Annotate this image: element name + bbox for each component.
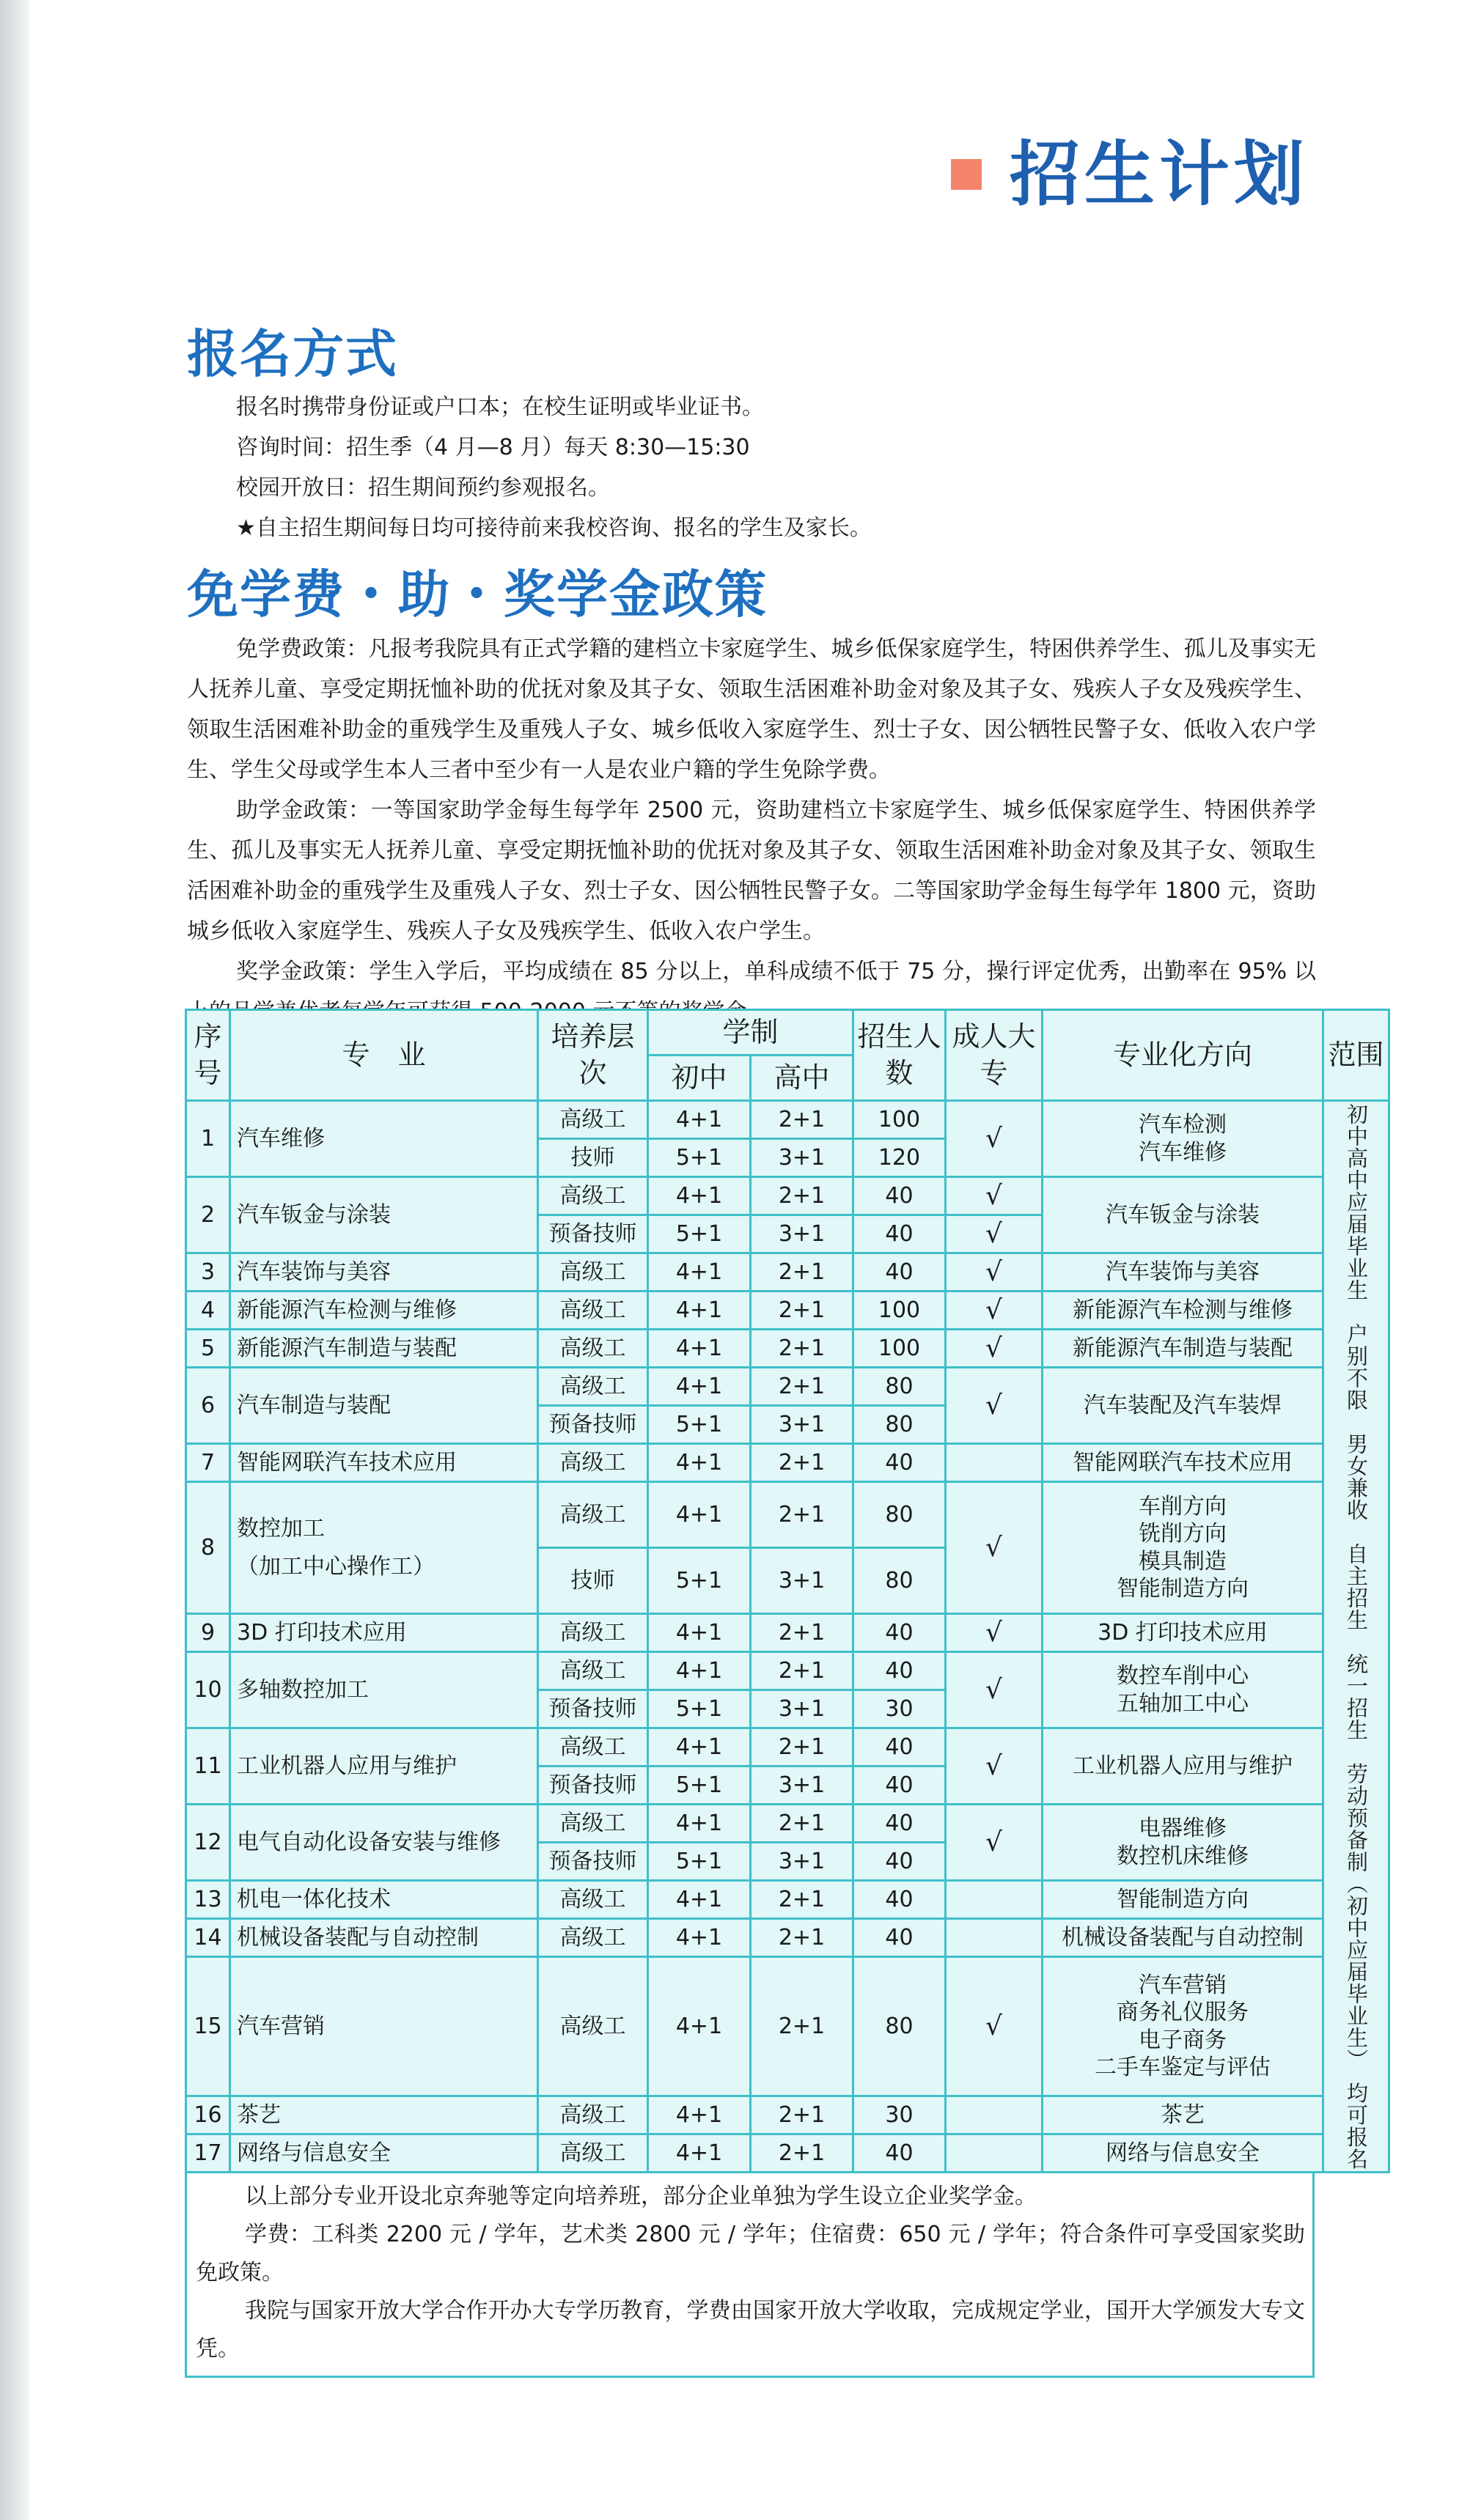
table-notes <box>185 2173 1315 2378</box>
row-major <box>230 1292 538 1330</box>
row-major <box>230 1614 538 1652</box>
table-row <box>186 1292 1389 1330</box>
enrollment-table-wrap <box>185 1009 1384 2378</box>
row-quota: 40 <box>853 1843 946 1881</box>
row-adult-check: √ <box>946 1330 1043 1368</box>
row-level: 高级工 <box>538 1444 648 1482</box>
row-quota: 100 <box>853 1101 946 1139</box>
row-level: 预备技师 <box>538 1406 648 1444</box>
row-seq: 1 <box>186 1101 230 1177</box>
row-direction <box>1043 1177 1323 1253</box>
row-direction <box>1043 1368 1323 1444</box>
row-senior: 2+1 <box>751 1805 853 1843</box>
row-senior: 3+1 <box>751 1139 853 1177</box>
registration-line: 校园开放日：招生期间预约参观报名。 <box>236 475 610 501</box>
direction-item: 汽车营销 <box>1139 1972 1227 1998</box>
row-seq: 6 <box>186 1368 230 1444</box>
row-direction <box>1043 1253 1323 1292</box>
major-name: 汽车维修 <box>237 1125 325 1152</box>
registration-title: 报名方式 <box>187 324 398 384</box>
row-seq: 2 <box>186 1177 230 1253</box>
major-name: 机电一体化技术 <box>237 1886 391 1912</box>
direction-item: 茶艺 <box>1161 2101 1205 2128</box>
header-adult: 成人大专 <box>946 1010 1043 1101</box>
row-junior: 4+1 <box>648 1881 751 1919</box>
row-seq: 11 <box>186 1728 230 1805</box>
row-adult-check: √ <box>946 1957 1043 2096</box>
row-seq: 5 <box>186 1330 230 1368</box>
row-direction <box>1043 1101 1323 1177</box>
row-level: 高级工 <box>538 1292 648 1330</box>
row-quota: 40 <box>853 1253 946 1292</box>
page-title: 招生计划 <box>1010 133 1309 215</box>
row-senior: 2+1 <box>751 1881 853 1919</box>
row-quota: 40 <box>853 1652 946 1690</box>
row-junior: 5+1 <box>648 1843 751 1881</box>
row-adult-check <box>946 1444 1043 1482</box>
row-major <box>230 1330 538 1368</box>
row-junior: 4+1 <box>648 1368 751 1406</box>
major-name: 汽车钣金与涂装 <box>237 1201 391 1228</box>
major-name: 汽车制造与装配 <box>237 1392 391 1418</box>
row-seq: 8 <box>186 1482 230 1614</box>
direction-item: 3D 打印技术应用 <box>1098 1619 1268 1646</box>
row-senior: 2+1 <box>751 1919 853 1957</box>
row-quota: 100 <box>853 1330 946 1368</box>
major-name: 3D 打印技术应用 <box>237 1619 407 1646</box>
row-junior: 4+1 <box>648 2096 751 2134</box>
direction-item: 五轴加工中心 <box>1117 1690 1249 1717</box>
row-adult-check <box>946 2096 1043 2134</box>
row-junior: 5+1 <box>648 1690 751 1728</box>
row-quota: 120 <box>853 1139 946 1177</box>
row-senior: 2+1 <box>751 1330 853 1368</box>
row-direction <box>1043 1292 1323 1330</box>
direction-item: 商务礼仪服务 <box>1117 2000 1249 2025</box>
row-quota: 30 <box>853 1690 946 1728</box>
row-major <box>230 1728 538 1805</box>
row-quota: 40 <box>853 1614 946 1652</box>
table-row <box>186 1253 1389 1292</box>
direction-item: 汽车维修 <box>1139 1139 1227 1165</box>
header-duration: 学制 <box>648 1010 853 1055</box>
major-name: 汽车营销 <box>237 2013 325 2039</box>
note-line: 学费：工科类 2200 元 / 学年，艺术类 2800 元 / 学年；住宿费：650 元 / 学年；符合条件可享受国家奖助免政策。 <box>196 2222 1305 2285</box>
direction-item: 模具制造 <box>1139 1548 1227 1574</box>
row-senior: 2+1 <box>751 1444 853 1482</box>
table-row <box>186 1881 1389 1919</box>
major-name: 机械设备装配与自动控制 <box>237 1924 479 1950</box>
row-senior: 3+1 <box>751 1215 853 1253</box>
row-senior: 3+1 <box>751 1406 853 1444</box>
row-junior: 4+1 <box>648 1728 751 1766</box>
row-direction <box>1043 1957 1323 2096</box>
major-name: 工业机器人应用与维护 <box>237 1753 457 1779</box>
row-direction <box>1043 1919 1323 1957</box>
policy-paragraph: 奖学金政策：学生入学后，平均成绩在 85 分以上，单科成绩不低于 75 分，操行评定优秀，出勤率在 95% 以 <box>236 959 1316 984</box>
direction-item: 新能源汽车检测与维修 <box>1073 1297 1293 1323</box>
major-name: 新能源汽车检测与维修 <box>237 1297 457 1323</box>
row-major <box>230 1919 538 1957</box>
row-level: 预备技师 <box>538 1690 648 1728</box>
row-adult-check: √ <box>946 1614 1043 1652</box>
row-level: 高级工 <box>538 2134 648 2173</box>
table-header-row <box>186 1010 1389 1055</box>
table-row <box>186 1805 1389 1843</box>
row-seq: 14 <box>186 1919 230 1957</box>
row-senior: 2+1 <box>751 1614 853 1652</box>
row-level: 高级工 <box>538 1101 648 1139</box>
row-adult-check: √ <box>946 1728 1043 1805</box>
row-adult-check: √ <box>946 1292 1043 1330</box>
row-direction <box>1043 2096 1323 2134</box>
row-level: 高级工 <box>538 1368 648 1406</box>
row-seq: 9 <box>186 1614 230 1652</box>
row-adult-check <box>946 1881 1043 1919</box>
row-quota: 100 <box>853 1292 946 1330</box>
row-major <box>230 1101 538 1177</box>
header-direction: 专业化方向 <box>1043 1010 1323 1101</box>
row-quota: 40 <box>853 1215 946 1253</box>
note-line: 以上部分专业开设北京奔驰等定向培养班，部分企业单独为学生设立企业奖学金。 <box>245 2184 1037 2209</box>
row-senior: 2+1 <box>751 1957 853 2096</box>
major-name: 多轴数控加工 <box>237 1676 369 1703</box>
table-row <box>186 2134 1389 2173</box>
row-adult-check <box>946 1919 1043 1957</box>
direction-item: 汽车检测 <box>1139 1112 1227 1138</box>
table-row <box>186 1957 1389 2096</box>
row-adult-check: √ <box>946 1253 1043 1292</box>
row-adult-check: √ <box>946 1805 1043 1881</box>
row-junior: 4+1 <box>648 1652 751 1690</box>
table-row <box>186 1444 1389 1482</box>
row-level: 高级工 <box>538 1957 648 2096</box>
row-senior: 3+1 <box>751 1548 853 1614</box>
direction-item: 新能源汽车制造与装配 <box>1073 1335 1293 1361</box>
row-seq: 3 <box>186 1253 230 1292</box>
table-row <box>186 1728 1389 1766</box>
registration-line: ★自主招生期间每日均可接待前来我校咨询、报名的学生及家长。 <box>236 515 872 541</box>
row-level: 高级工 <box>538 1652 648 1690</box>
row-quota: 80 <box>853 1957 946 2096</box>
major-name: 智能网联汽车技术应用 <box>237 1449 457 1475</box>
direction-item: 数控机床维修 <box>1117 1843 1249 1869</box>
row-direction <box>1043 1881 1323 1919</box>
note-line: 我院与国家开放大学合作开办大专学历教育，学费由国家开放大学收取，完成规定学业，国开大学颁发大专文凭。 <box>196 2298 1305 2362</box>
row-quota: 40 <box>853 1881 946 1919</box>
row-direction <box>1043 1482 1323 1614</box>
row-seq: 16 <box>186 2096 230 2134</box>
header-scope: 范围 <box>1323 1010 1389 1101</box>
row-direction <box>1043 1614 1323 1652</box>
row-junior: 4+1 <box>648 1253 751 1292</box>
direction-item: 车削方向 <box>1139 1493 1227 1519</box>
table-row <box>186 1919 1389 1957</box>
row-adult-check <box>946 2134 1043 2173</box>
row-direction <box>1043 1444 1323 1482</box>
row-quota: 40 <box>853 1728 946 1766</box>
row-junior: 5+1 <box>648 1548 751 1614</box>
direction-item: 铣削方向 <box>1139 1521 1227 1547</box>
row-major <box>230 1805 538 1881</box>
table-row <box>186 2096 1389 2134</box>
row-level: 高级工 <box>538 1614 648 1652</box>
direction-item: 汽车装配及汽车装焊 <box>1084 1392 1282 1418</box>
row-senior: 2+1 <box>751 1368 853 1406</box>
policy-paragraph: 免学费政策：凡报考我院具有正式学籍的建档立卡家庭学生、城乡低保家庭学生，特困供养学生、孤儿及事实无人抚养儿童、享受定期抚恤补助的优抚对象及其子女、领取生活困难补助金对象及其子女、残疾人子女及残疾学生、领取生活困难补助金的重残学生及重残人子女、城乡低收入家庭学生、烈士子女、因公牺牲民警子女、低收入农户学生、学生父母或学生本人三者中至少有一人是农业户籍的学生免除学费。 <box>187 636 1316 783</box>
row-quota: 40 <box>853 1805 946 1843</box>
direction-item: 电子商务 <box>1139 2027 1227 2053</box>
row-senior: 3+1 <box>751 1690 853 1728</box>
row-level: 高级工 <box>538 1881 648 1919</box>
row-level: 高级工 <box>538 2096 648 2134</box>
row-junior: 4+1 <box>648 1805 751 1843</box>
header-quota: 招生人数 <box>853 1010 946 1101</box>
row-junior: 4+1 <box>648 1614 751 1652</box>
row-adult-check: √ <box>946 1215 1043 1253</box>
row-seq: 17 <box>186 2134 230 2173</box>
row-level: 预备技师 <box>538 1215 648 1253</box>
enrollment-table <box>185 1009 1390 2173</box>
scope-cell <box>1323 1101 1389 2173</box>
row-level: 高级工 <box>538 1728 648 1766</box>
row-seq: 12 <box>186 1805 230 1881</box>
row-major <box>230 2134 538 2173</box>
policy-paragraph: 助学金政策：一等国家助学金每生每学年 2500 元，资助建档立卡家庭学生、城乡低保家庭学生、特困供养学生、孤儿及事实无人抚养儿童、享受定期抚恤补助的优抚对象及其子女、领取生活困难补助金对象及其子女、领取生活困难补助金的重残学生及重残人子女、烈士子女、因公牺牲民警子女。二等国家助学金每生每学年 1800 元，资助城乡低收入家庭学生、残疾人子女及残疾学生、低收入农户学生。 <box>187 797 1316 944</box>
row-adult-check: √ <box>946 1652 1043 1728</box>
row-junior: 4+1 <box>648 1101 751 1139</box>
row-quota: 30 <box>853 2096 946 2134</box>
row-junior: 4+1 <box>648 1482 751 1548</box>
row-adult-check: √ <box>946 1368 1043 1444</box>
row-quota: 40 <box>853 1919 946 1957</box>
row-senior: 2+1 <box>751 1292 853 1330</box>
row-level: 技师 <box>538 1139 648 1177</box>
row-senior: 2+1 <box>751 1652 853 1690</box>
row-seq: 10 <box>186 1652 230 1728</box>
direction-item: 智能制造方向 <box>1117 1576 1249 1602</box>
header-square-icon <box>951 159 982 190</box>
table-row <box>186 1330 1389 1368</box>
major-name: 汽车装饰与美容 <box>237 1259 391 1285</box>
row-level: 高级工 <box>538 1330 648 1368</box>
row-senior: 2+1 <box>751 1101 853 1139</box>
row-junior: 4+1 <box>648 1330 751 1368</box>
row-major <box>230 1482 538 1614</box>
row-quota: 80 <box>853 1482 946 1548</box>
row-quota: 40 <box>853 2134 946 2173</box>
direction-item: 数控车削中心 <box>1117 1663 1249 1689</box>
row-adult-check: √ <box>946 1177 1043 1215</box>
direction-item: 汽车装饰与美容 <box>1106 1259 1260 1285</box>
row-senior: 2+1 <box>751 1177 853 1215</box>
row-adult-check: √ <box>946 1482 1043 1614</box>
row-quota: 80 <box>853 1548 946 1614</box>
row-major <box>230 1957 538 2096</box>
row-junior: 5+1 <box>648 1406 751 1444</box>
direction-item: 网络与信息安全 <box>1106 2140 1260 2166</box>
table-row <box>186 1101 1389 1139</box>
row-level: 技师 <box>538 1548 648 1614</box>
scope-text: 初中高中应届毕业生 户别不限 男女兼收 自主招生 统一招生 劳动预备制（初中应届毕业生） 均可报名 <box>1344 1102 1370 2170</box>
row-junior: 4+1 <box>648 1444 751 1482</box>
header-seq: 序号 <box>186 1010 230 1101</box>
row-level: 预备技师 <box>538 1766 648 1805</box>
table-row <box>186 1652 1389 1690</box>
row-senior: 3+1 <box>751 1843 853 1881</box>
table-row <box>186 1614 1389 1652</box>
row-seq: 13 <box>186 1881 230 1919</box>
major-sub: （加工中心操作工） <box>237 1553 435 1580</box>
row-senior: 2+1 <box>751 1482 853 1548</box>
direction-item: 汽车钣金与涂装 <box>1106 1201 1260 1228</box>
row-level: 高级工 <box>538 1253 648 1292</box>
registration-line: 报名时携带身份证或户口本；在校生证明或毕业证书。 <box>236 394 764 420</box>
direction-item: 智能制造方向 <box>1117 1886 1249 1912</box>
row-senior: 2+1 <box>751 1728 853 1766</box>
row-junior: 4+1 <box>648 2134 751 2173</box>
row-major <box>230 1444 538 1482</box>
header-major: 专 业 <box>230 1010 538 1101</box>
row-direction <box>1043 1805 1323 1881</box>
page-edge-shadow <box>0 0 29 2520</box>
row-adult-check: √ <box>946 1101 1043 1177</box>
row-quota: 80 <box>853 1368 946 1406</box>
table-row <box>186 1368 1389 1406</box>
row-quota: 40 <box>853 1766 946 1805</box>
row-direction <box>1043 1728 1323 1805</box>
row-level: 高级工 <box>538 1177 648 1215</box>
registration-lines <box>236 387 872 548</box>
row-senior: 3+1 <box>751 1766 853 1805</box>
row-senior: 2+1 <box>751 2096 853 2134</box>
row-senior: 2+1 <box>751 2134 853 2173</box>
row-major <box>230 1652 538 1728</box>
row-major <box>230 1368 538 1444</box>
row-seq: 15 <box>186 1957 230 2096</box>
major-name: 新能源汽车制造与装配 <box>237 1335 457 1361</box>
direction-item: 工业机器人应用与维护 <box>1073 1753 1293 1779</box>
row-junior: 4+1 <box>648 1919 751 1957</box>
row-level: 高级工 <box>538 1919 648 1957</box>
table-row <box>186 1177 1389 1215</box>
row-level: 预备技师 <box>538 1843 648 1881</box>
direction-item: 电器维修 <box>1139 1816 1227 1841</box>
row-direction <box>1043 1652 1323 1728</box>
row-major <box>230 1253 538 1292</box>
major-name: 网络与信息安全 <box>237 2140 391 2166</box>
row-junior: 5+1 <box>648 1766 751 1805</box>
row-direction <box>1043 1330 1323 1368</box>
row-major <box>230 1881 538 1919</box>
direction-item: 二手车鉴定与评估 <box>1095 2055 1271 2080</box>
registration-line: 咨询时间：招生季（4 月—8 月）每天 8:30—15:30 <box>236 435 750 460</box>
row-junior: 5+1 <box>648 1215 751 1253</box>
row-quota: 80 <box>853 1406 946 1444</box>
major-name: 茶艺 <box>237 2101 281 2128</box>
header-level: 培养层次 <box>538 1010 648 1101</box>
row-direction <box>1043 2134 1323 2173</box>
row-level: 高级工 <box>538 1482 648 1548</box>
direction-item: 智能网联汽车技术应用 <box>1073 1449 1293 1475</box>
header-senior: 高中 <box>751 1055 853 1101</box>
major-name: 电气自动化设备安装与维修 <box>237 1829 501 1855</box>
row-junior: 4+1 <box>648 1177 751 1215</box>
row-seq: 7 <box>186 1444 230 1482</box>
row-seq: 4 <box>186 1292 230 1330</box>
row-junior: 4+1 <box>648 1292 751 1330</box>
direction-item: 机械设备装配与自动控制 <box>1062 1924 1304 1950</box>
policy-text <box>187 629 1316 1032</box>
row-major <box>230 2096 538 2134</box>
row-quota: 40 <box>853 1444 946 1482</box>
row-junior: 4+1 <box>648 1957 751 2096</box>
row-major <box>230 1177 538 1253</box>
row-junior: 5+1 <box>648 1139 751 1177</box>
row-quota: 40 <box>853 1177 946 1215</box>
table-row <box>186 1482 1389 1548</box>
page-header <box>951 133 1309 215</box>
policy-title: 免学费・助・奖学金政策 <box>187 564 768 625</box>
header-junior: 初中 <box>648 1055 751 1101</box>
major-name: 数控加工 <box>237 1516 325 1541</box>
row-level: 高级工 <box>538 1805 648 1843</box>
row-senior: 2+1 <box>751 1253 853 1292</box>
